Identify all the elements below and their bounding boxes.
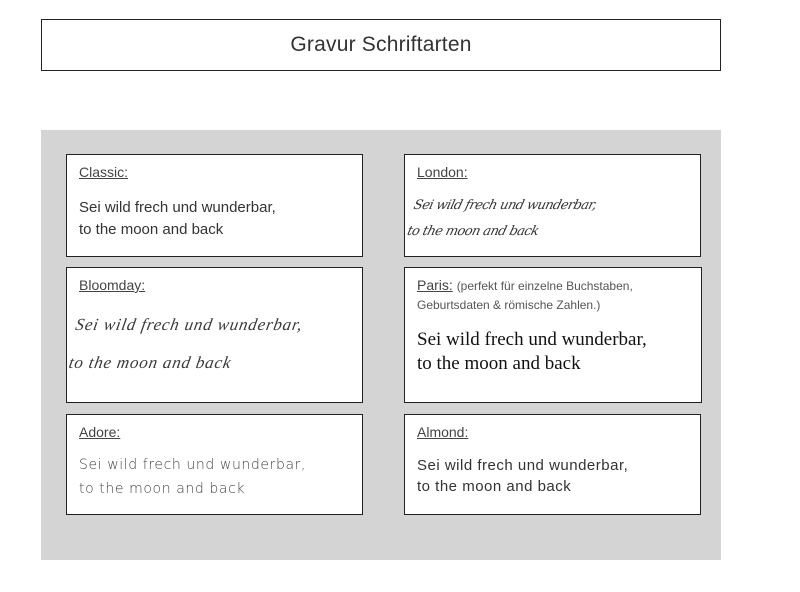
sample-line-2: to the moon and back [79, 221, 224, 238]
sample-line-2: to the moon and back [67, 353, 234, 372]
sample-line-2: to the moon and back [417, 478, 572, 495]
sample-line-2: to the moon and back [79, 481, 246, 497]
font-sample-paris [417, 328, 689, 376]
font-card-classic [66, 154, 363, 257]
font-sample-bloomday [66, 306, 350, 382]
sample-line-1: Sei wild frech und wunderbar, [412, 198, 598, 213]
sample-line-1: Sei wild frech und wunderbar, [417, 457, 629, 474]
font-samples-panel [41, 130, 721, 560]
font-name-london: London: [417, 164, 468, 180]
font-name-adore: Adore: [79, 424, 121, 440]
font-label-adore [79, 423, 350, 441]
font-name-almond: Almond: [417, 424, 469, 440]
font-card-paris [404, 267, 702, 403]
font-label-almond [417, 423, 688, 441]
page-title: Gravur Schriftarten [290, 33, 472, 56]
font-sample-adore [79, 453, 350, 501]
font-card-london [404, 154, 701, 257]
font-card-bloomday [66, 267, 363, 403]
font-label-classic [79, 163, 350, 181]
sample-line-1: Sei wild frech und wunderbar, [417, 329, 647, 350]
font-sample-london [404, 193, 688, 245]
font-card-almond [404, 414, 701, 515]
font-label-bloomday [79, 276, 350, 294]
font-sample-almond [417, 455, 688, 497]
font-label-london [417, 163, 688, 181]
font-note-paris: (perfekt für einzelne Buchstaben, Geburtsdaten & römische Zahlen.) [417, 279, 633, 312]
font-name-paris: Paris: [417, 277, 453, 293]
font-name-classic: Classic: [79, 164, 129, 180]
title-box [41, 19, 721, 71]
font-sample-classic [79, 197, 350, 241]
font-card-adore [66, 414, 363, 515]
sample-line-1: Sei wild frech und wunderbar, [74, 315, 305, 334]
sample-line-1: Sei wild frech und wunderbar, [79, 199, 276, 216]
sample-line-2: to the moon and back [417, 353, 581, 374]
sample-line-2: to the moon and back [405, 224, 541, 239]
font-label-paris [417, 276, 689, 314]
sample-line-1: Sei wild frech und wunderbar, [79, 457, 307, 473]
font-name-bloomday: Bloomday: [79, 277, 146, 293]
